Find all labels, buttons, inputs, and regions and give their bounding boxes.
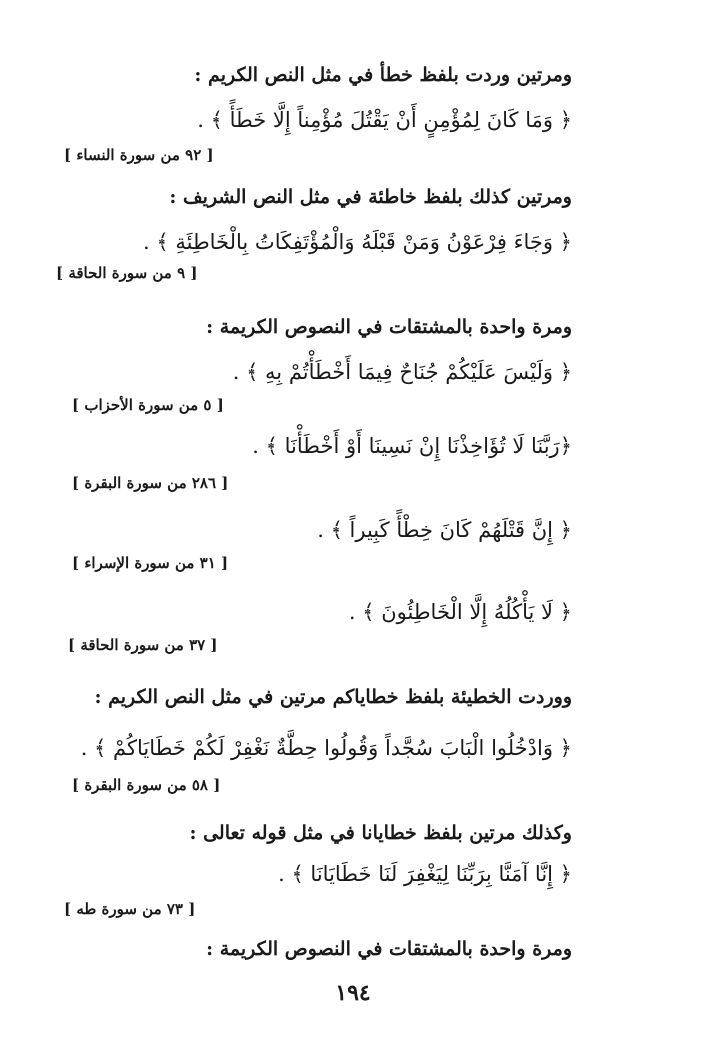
quran-verse: ﴿ إِنَّ قَتْلَهُمْ كَانَ خِطْأً كَبِيراً ﴾ . (317, 518, 572, 542)
quran-verse: ﴿ إِنَّا آمَنَّا بِرَبِّنَا لِيَغْفِرَ لَنَا خَطَايَانَا ﴾ . (278, 862, 572, 886)
quran-verse: ﴿ وَجَاءَ فِرْعَوْنُ وَمَنْ قَبْلَهُ وَالْمُؤْتَفِكَاتُ بِالْخَاطِئَةِ ﴾ . (143, 230, 572, 254)
verse-reference: [ ٥٨ من سورة البقرة ] (72, 776, 221, 794)
verse-reference: [ ٩ من سورة الحاقة ] (56, 264, 198, 282)
verse-reference: [ ٢٨٦ من سورة البقرة ] (72, 474, 229, 492)
quran-verse: ﴿رَبَّنَا لَا تُؤَاخِذْنَا إِنْ نَسِينَا أَوْ أَخْطَأْنَا ﴾ . (252, 434, 572, 458)
verse-reference: [ ٥ من سورة الأحزاب ] (72, 396, 224, 414)
verse-reference: [ ٧٣ من سورة طه ] (64, 900, 196, 918)
page-number: ١٩٤ (335, 980, 371, 1006)
prose-line: ومرتين كذلك بلفظ خاطئة في مثل النص الشريف : (169, 186, 572, 208)
prose-line: ووردت الخطيئة بلفظ خطاياكم مرتين في مثل النص الكريم : (94, 686, 572, 708)
verse-reference: [ ٣١ من سورة الإسراء ] (72, 554, 229, 572)
quran-verse: ﴿ وَلَيْسَ عَلَيْكُمْ جُنَاحٌ فِيمَا أَخْطَأْتُمْ بِهِ ﴾ . (232, 360, 572, 384)
prose-line: ومرتين وردت بلفظ خطأ في مثل النص الكريم : (194, 64, 572, 86)
prose-line: ومرة واحدة بالمشتقات في النصوص الكريمة : (206, 316, 572, 338)
prose-line: ومرة واحدة بالمشتقات في النصوص الكريمة : (206, 938, 572, 960)
quran-verse: ﴿ لَا يَأْكُلُهُ إِلَّا الْخَاطِئُونَ ﴾ . (348, 600, 572, 624)
prose-line: وكذلك مرتين بلفظ خطايانا في مثل قوله تعالى : (189, 822, 572, 844)
quran-verse: ﴿ وَمَا كَانَ لِمُؤْمِنٍ أَنْ يَقْتُلَ مُؤْمِناً إِلَّا خَطَأً ﴾ . (197, 108, 572, 132)
quran-verse: ﴿ وَادْخُلُوا الْبَابَ سُجَّداً وَقُولُوا حِطَّةٌ نَغْفِرْ لَكُمْ خَطَايَاكُمْ ﴾ . (80, 736, 572, 760)
verse-reference: [ ٣٧ من سورة الحاقة ] (68, 636, 218, 654)
verse-reference: [ ٩٢ من سورة النساء ] (64, 146, 214, 164)
